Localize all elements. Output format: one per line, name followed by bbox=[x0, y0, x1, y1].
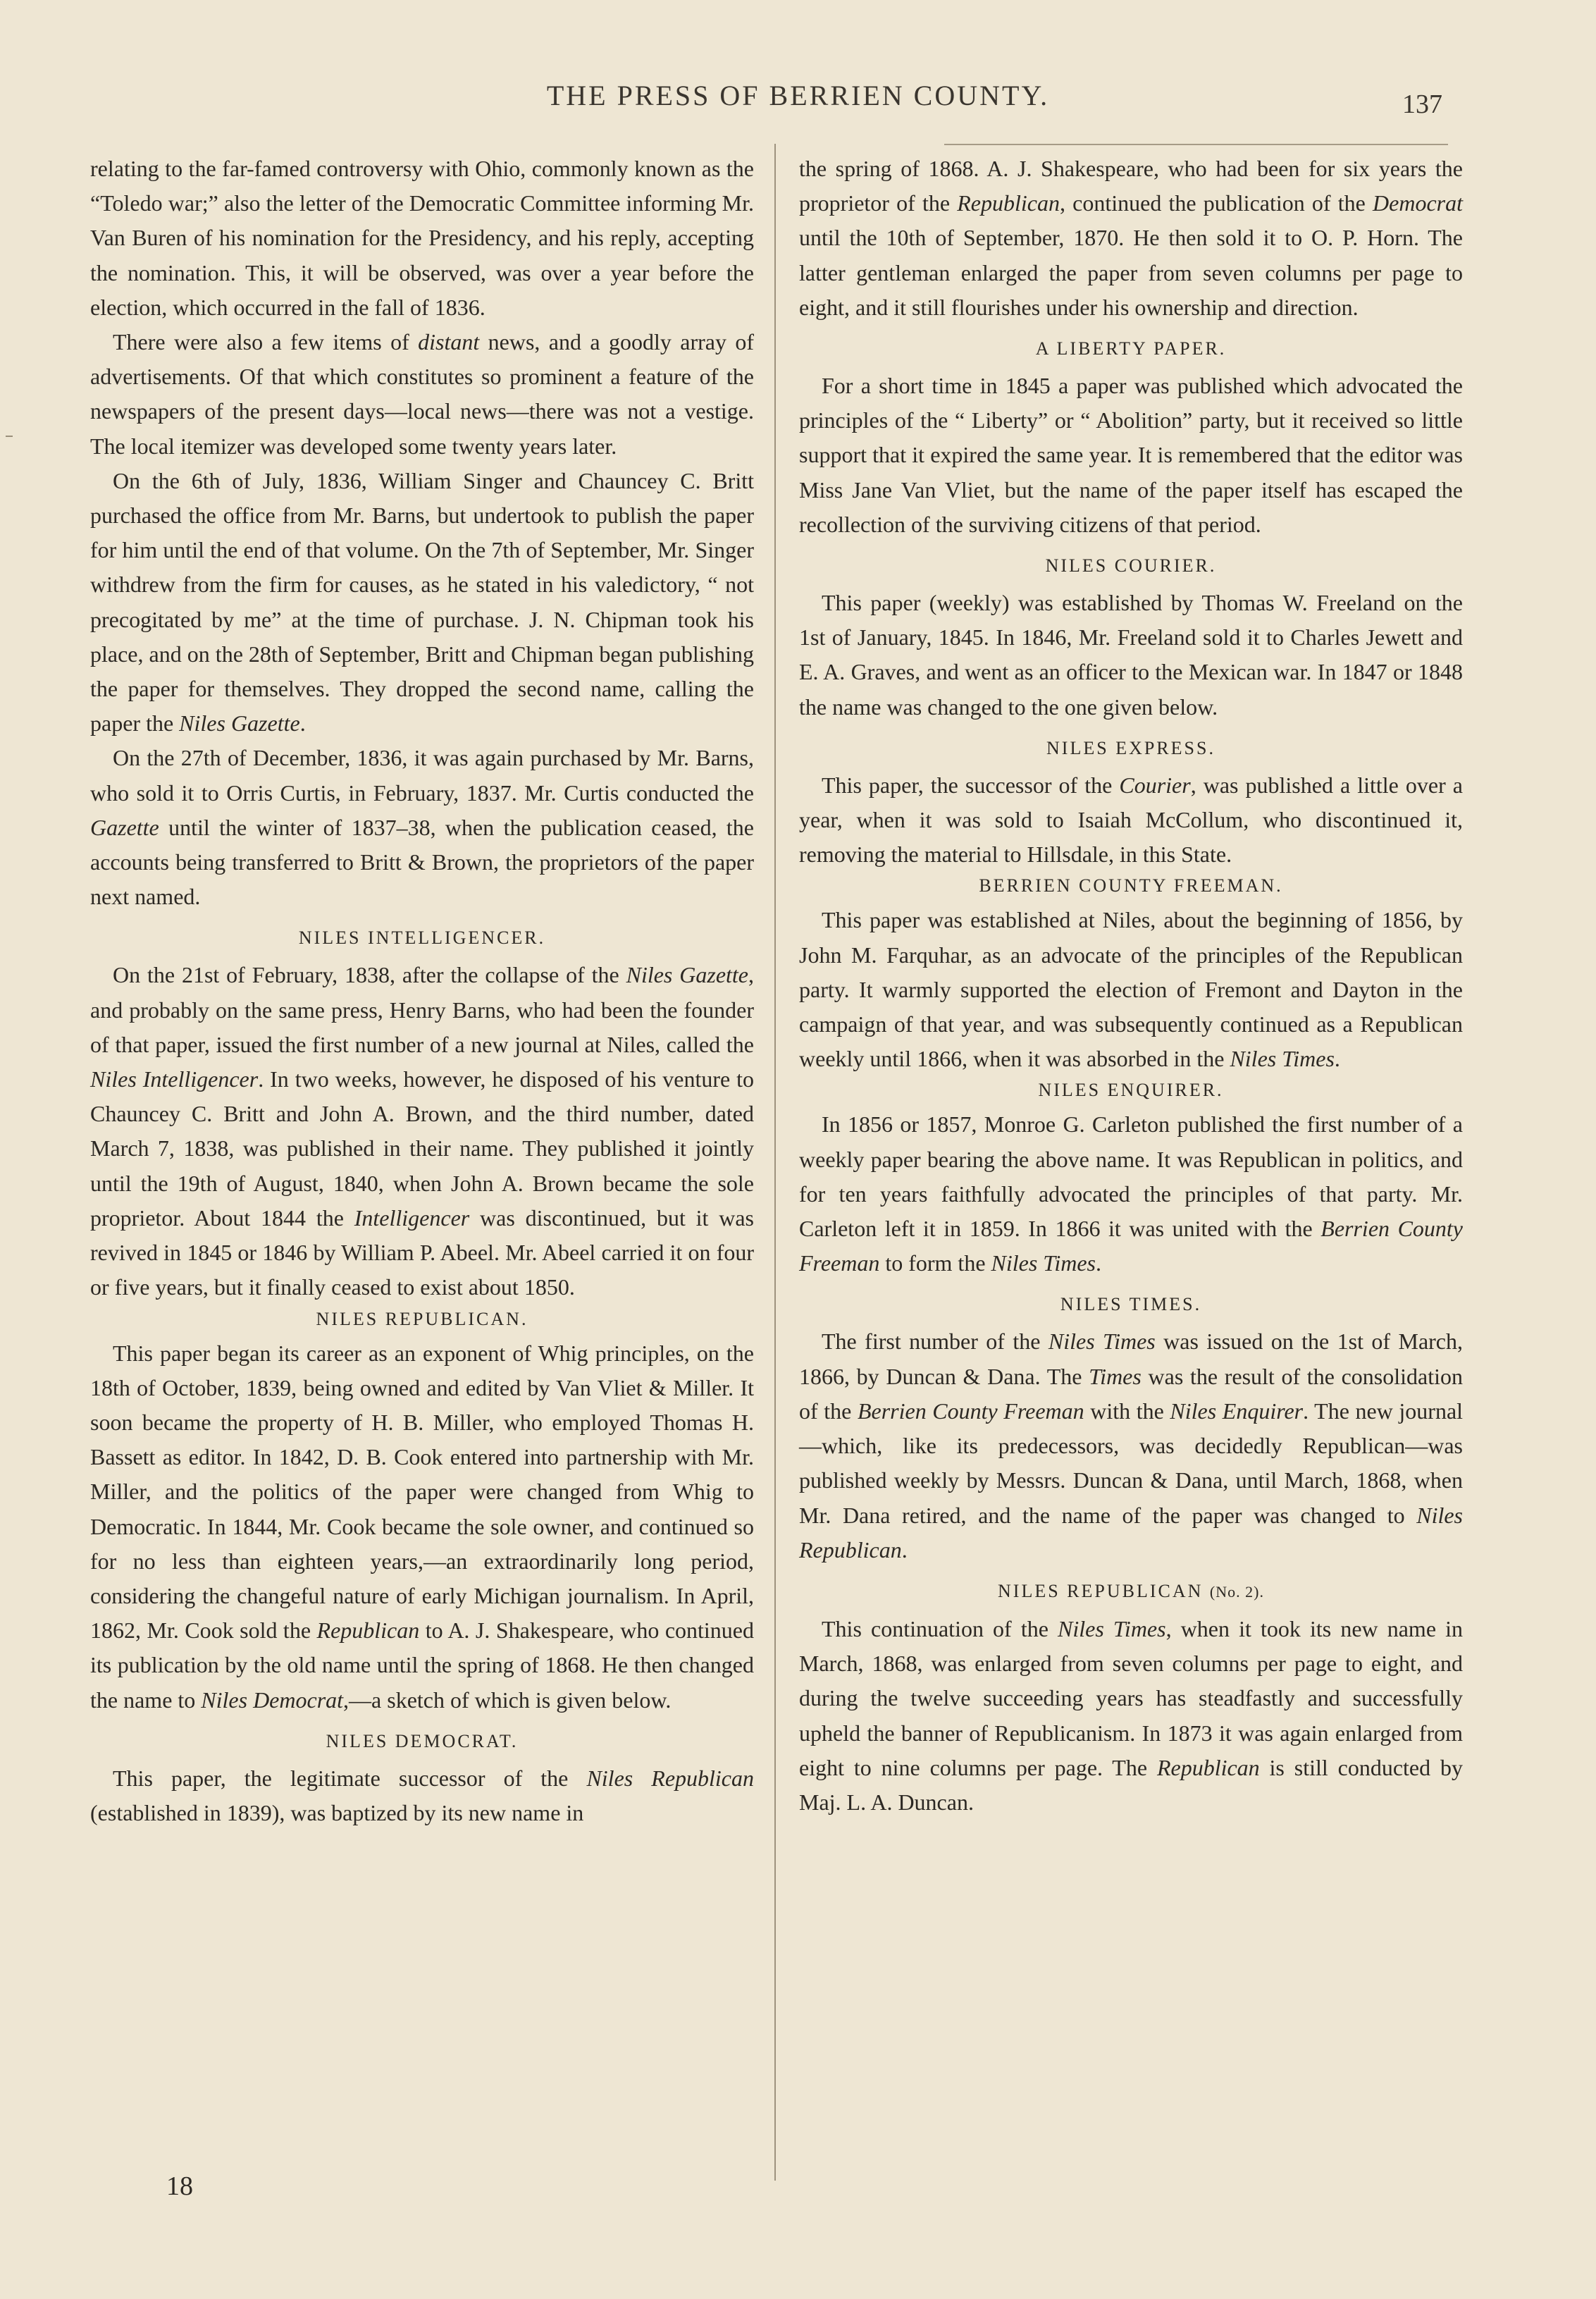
paragraph: The first number of the Niles Times was issued on the 1st of March, 1866, by Duncan & Dana. The Times was the result of the consolidation of the Berrien County Freeman with the Niles Enquirer. The new journal—which, like its predecessors, was decidedly Republican—was published weekly by Messrs. Duncan & Dana, until March, 1868, when Mr. Dana retired, and the name of the paper was changed to Niles Republican. bbox=[799, 1329, 1464, 1563]
paragraph: This continuation of the Niles Times, when it took its new name in March, 1868, was enlarged from seven columns per page to eight, and during the twelve succeeding years has steadfastly and successfully upheld the banner of Republicanism. In 1873 it was again enlarged from eight to nine columns per page. The Republican is still conducted by Maj. L. A. Duncan. bbox=[799, 1615, 1464, 1815]
right-column bbox=[799, 152, 1463, 1820]
running-head: THE PRESS OF BERRIEN COUNTY. bbox=[546, 80, 1050, 111]
paragraph: On the 21st of February, 1838, after the collapse of the Niles Gazette, and probably on the same press, Henry Barns, who had been the founder of that paper, issued the first number of a new journal at Niles, called the Niles Intelligencer. In two weeks, however, he disposed of his venture to Chauncey C. Britt and John A. Brown, and the third number, dated March 7, 1838, was published in their name. They published it jointly until the 19th of August, 1840, when John A. Brown became the sole proprietor. About 1844 the Intelligencer was discontinued, but it was revived in 1845 or 1846 by William P. Abeel. Mr. Abeel carried it on four or five years, but it finally ceased to exist about 1850. bbox=[90, 962, 755, 1300]
section-heading: NILES REPUBLICAN. bbox=[316, 1308, 528, 1329]
section-heading: NILES ENQUIRER. bbox=[1038, 1080, 1224, 1101]
paragraph: This paper (weekly) was established by Thomas W. Freeland on the 1st of January, 1845. In 1846, Mr. Freeland sold it to Charles Jewett and E. A. Graves, and went as an officer to the Mexican war. In 1847 or 1848 the name was changed to the one given below. bbox=[799, 590, 1463, 720]
paragraph: This paper began its career as an exponent of Whig principles, on the 18th of October, 1839, being owned and edited by Van Vliet & Miller. It soon became the property of H. B. Miller, who employed Thomas H. Bassett as editor. In 1842, D. B. Cook entered into partnership with Mr. Miller, and the politics of the paper were changed from Whig to Democratic. In 1844, Mr. Cook became the sole owner, and continued so for no less than eighteen years,—an extraordinarily long period, considering the changeful nature of early Michigan journalism. In April, 1862, Mr. Cook sold the Republican to A. J. Shakespeare, who continued its publication by the old name until the spring of 1868. He then changed the name to Niles Democrat,—a sketch of which is given below. bbox=[90, 1340, 755, 1713]
section-heading: NILES TIMES. bbox=[1060, 1294, 1202, 1315]
paragraph: On the 27th of December, 1836, it was again purchased by Mr. Barns, who sold it to Orris Curtis, in February, 1837. Mr. Curtis conducted the Gazette until the winter of 1837–38, when the publication ceased, the accounts being transferred to Britt & Brown, the proprietors of the paper next named. bbox=[90, 745, 754, 910]
left-column bbox=[90, 152, 754, 1830]
column-divider bbox=[774, 144, 776, 2181]
page-number: 137 bbox=[1402, 90, 1442, 119]
paragraph: On the 6th of July, 1836, William Singer and Chauncey C. Britt purchased the office from Mr. Barns, but undertook to publish the paper for him until the end of that volume. On the 7th of September, Mr. Singer withdrew from the firm for causes, as he stated in his valedictory, “ not precogitated by me” at the time of purchase. J. N. Chipman took his place, and on the 28th of September, Britt and Chipman began publishing the paper for themselves. They dropped the second name, calling the paper the Niles Gazette. bbox=[90, 467, 754, 736]
section-heading: NILES COURIER. bbox=[1045, 555, 1217, 577]
paragraph: This paper, the successor of the Courier, was published a little over a year, when it was sold to Isaiah McCollum, who discontinued it, removing the material to Hillsdale, in this State. bbox=[799, 772, 1464, 868]
paragraph: This paper was established at Niles, about the beginning of 1856, by John M. Farquhar, as an advocate of the principles of the Republican party. It warmly supported the election of Fremont and Dayton in the campaign of that year, and was subsequently continued as a Republican weekly until 1866, when it was absorbed in the Niles Times. bbox=[799, 907, 1463, 1072]
paragraph: the spring of 1868. A. J. Shakespeare, who had been for six years the proprietor of the Republican, continued the publication of the Democrat until the 10th of September, 1870. He then sold it to O. P. Horn. The latter gentleman enlarged the paper from seven columns per page to eight, and it still flourishes under his ownership and direction. bbox=[799, 156, 1463, 320]
section-heading: NILES EXPRESS. bbox=[1046, 737, 1215, 758]
margin-mark bbox=[6, 436, 13, 437]
section-heading: A LIBERTY PAPER. bbox=[1035, 338, 1227, 359]
section-heading: NILES INTELLIGENCER. bbox=[298, 927, 546, 949]
section-heading: NILES DEMOCRAT. bbox=[326, 1730, 519, 1751]
header-rule bbox=[944, 144, 1448, 145]
paragraph: relating to the far-famed controversy with Ohio, commonly known as the “Toledo war;” also the letter of the Democratic Committee informing Mr. Van Buren of his nomination for the Presidency, and his reply, accepting the nomination. This, it will be observed, was over a year before the election, which occurred in the fall of 1836. bbox=[90, 156, 754, 320]
section-heading: NILES REPUBLICAN (No. 2). bbox=[998, 1580, 1264, 1601]
paragraph: This paper, the legitimate successor of the Niles Republican (established in 1839), was baptized by its new name in bbox=[90, 1765, 755, 1825]
paragraph: In 1856 or 1857, Monroe G. Carleton published the first number of a weekly paper bearing the above name. It was Republican in politics, and for ten years faithfully advocated the principles of that party. Mr. Carleton left it in 1859. In 1866 it was united with the Berrien County Freeman to form the Niles Times. bbox=[799, 1111, 1464, 1276]
section-heading: BERRIEN COUNTY FREEMAN. bbox=[979, 875, 1283, 896]
signature-mark: 18 bbox=[166, 2171, 193, 2201]
paragraph: For a short time in 1845 a paper was published which advocated the principles of the “ Liberty” or “ Abolition” party, but it received so little support that it expired the same year. It is remembered that the editor was Miss Jane Van Vliet, but the name of the paper itself has escaped the recollection of the surviving citizens of that period. bbox=[799, 373, 1463, 537]
paragraph: There were also a few items of distant news, and a goodly array of advertisements. Of that which constitutes so prominent a feature of the newspapers of the present days—local news—there was not a vestige. The local itemizer was developed some twenty years later. bbox=[90, 329, 755, 459]
